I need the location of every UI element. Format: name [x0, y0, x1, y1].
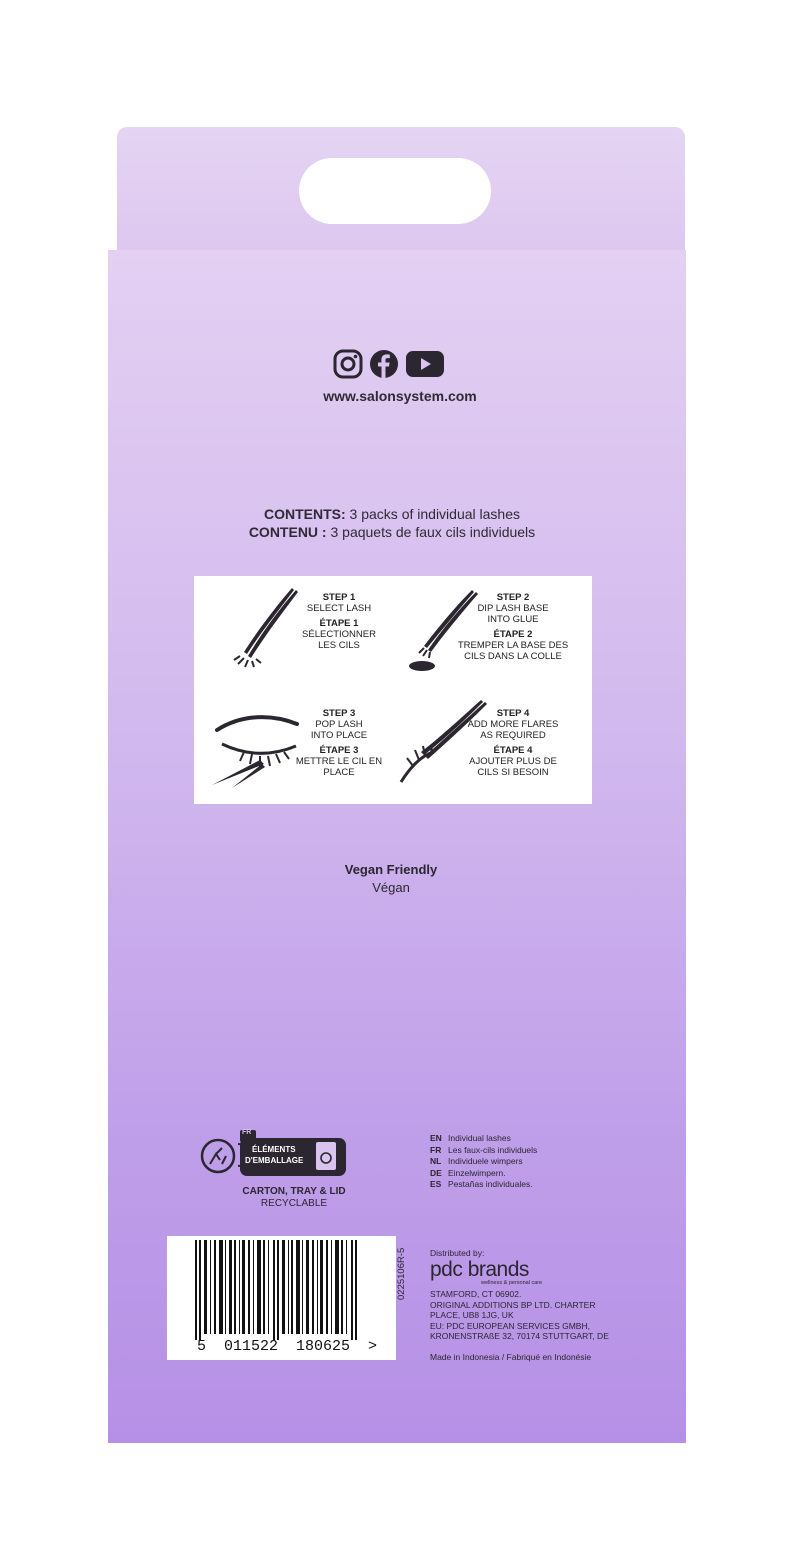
language-text: Individuele wimpers	[448, 1156, 523, 1167]
step-1-fr-line: SÉLECTIONNER	[302, 629, 376, 640]
step-4-fr-title: ÉTAPE 4	[493, 745, 533, 756]
distributor-address	[430, 1289, 640, 1342]
step-2-fr-line: CILS DANS LA COLLE	[464, 651, 562, 662]
step-2-line: INTO GLUE	[487, 614, 539, 625]
product-code: 0225106R-5	[396, 1247, 407, 1300]
step-4-fr-line: AJOUTER PLUS DE	[469, 756, 557, 767]
step-2	[443, 592, 583, 662]
step-1	[269, 592, 409, 651]
step-2-fr-line: TREMPER LA BASE DES	[457, 640, 569, 651]
youtube-icon	[405, 349, 445, 379]
language-code: EN	[430, 1133, 442, 1143]
language-text: Individual lashes	[448, 1133, 511, 1143]
triman-recycling-icon	[200, 1130, 350, 1180]
step-3-fr-title: ÉTAPE 3	[319, 745, 359, 756]
contents-en-label: CONTENTS:	[264, 506, 346, 522]
step-3-line: INTO PLACE	[310, 730, 368, 741]
step-4-line: AS REQUIRED	[480, 730, 546, 741]
language-row	[430, 1133, 537, 1145]
made-in: Made in Indonesia / Fabriqué en Indonésie	[430, 1352, 592, 1362]
step-2-line: DIP LASH BASE	[477, 603, 549, 614]
contents-fr-text: 3 paquets de faux cils individuels	[326, 524, 536, 540]
barcode	[167, 1236, 396, 1360]
step-4-fr-line: CILS SI BESOIN	[477, 767, 549, 778]
language-code: ES	[430, 1179, 442, 1190]
triman-badge-line2: D'EMBALLAGE	[245, 1156, 304, 1165]
step-4-title: STEP 4	[496, 708, 530, 719]
language-row	[430, 1179, 537, 1191]
pdc-brands-tagline: wellness & personal care	[481, 1280, 543, 1286]
contents-fr	[0, 524, 784, 540]
step-1-title: STEP 1	[322, 592, 356, 603]
recycling-caption-bold: CARTON, TRAY & LID	[242, 1186, 346, 1197]
barcode-digits: 5 011522 180625 >	[197, 1338, 378, 1355]
instagram-icon	[333, 349, 363, 379]
contents-en	[0, 506, 784, 522]
language-text: Les faux-cils individuels	[448, 1144, 538, 1155]
vegan-en: Vegan Friendly	[344, 862, 438, 877]
address-line: EU: PDC EUROPEAN SERVICES GMBH,	[430, 1320, 590, 1331]
step-3-fr-line: METTRE LE CIL EN	[295, 756, 383, 767]
address-line: ORIGINAL ADDITIONS BP LTD. CHARTER	[430, 1299, 596, 1310]
address-line: STAMFORD, CT 06902.	[430, 1289, 522, 1299]
step-4-line: ADD MORE FLARES	[467, 719, 559, 730]
step-3-fr-line: PLACE	[323, 767, 355, 778]
address-line: PLACE, UB8 1JG, UK	[430, 1310, 514, 1320]
language-code: FR	[430, 1144, 442, 1155]
language-row	[430, 1156, 537, 1168]
application-steps	[194, 576, 592, 804]
language-code: DE	[430, 1167, 442, 1178]
triman-badge-country: FR	[242, 1129, 252, 1136]
facebook-icon	[369, 349, 399, 379]
step-1-line: SELECT LASH	[306, 603, 372, 614]
recycling-caption: RECYCLABLE	[260, 1198, 328, 1209]
contents-en-text: 3 packs of individual lashes	[345, 506, 520, 522]
pdc-brands-logo: pdc brands	[430, 1258, 529, 1281]
language-code: NL	[430, 1156, 442, 1167]
step-2-title: STEP 2	[496, 592, 530, 603]
step-3-title: STEP 3	[322, 708, 356, 719]
contents-fr-label: CONTENU :	[248, 524, 327, 540]
step-2-fr-title: ÉTAPE 2	[493, 629, 533, 640]
address-line: KRONENSTRAßE 32, 70174 STUTTGART, DE	[430, 1331, 609, 1341]
step-3	[269, 708, 409, 778]
website-url[interactable]: www.salonsystem.com	[323, 388, 477, 404]
step-1-fr-title: ÉTAPE 1	[319, 618, 359, 629]
barcode-bars	[167, 1240, 396, 1340]
step-1-fr-line: LES CILS	[318, 640, 360, 651]
vegan-fr: Végan	[372, 880, 410, 895]
language-text: Einzelwimpern.	[448, 1167, 506, 1178]
language-text: Pestañas individuales.	[448, 1179, 533, 1190]
step-3-line: POP LASH	[315, 719, 363, 730]
distributed-by-label: Distributed by:	[430, 1248, 485, 1258]
step-4	[443, 708, 583, 778]
hang-hole	[299, 158, 491, 224]
language-list	[430, 1133, 537, 1191]
social-icons	[333, 347, 453, 381]
language-row	[430, 1145, 537, 1157]
language-row	[430, 1168, 537, 1180]
triman-badge-line1: ÉLÉMENTS	[252, 1145, 296, 1154]
